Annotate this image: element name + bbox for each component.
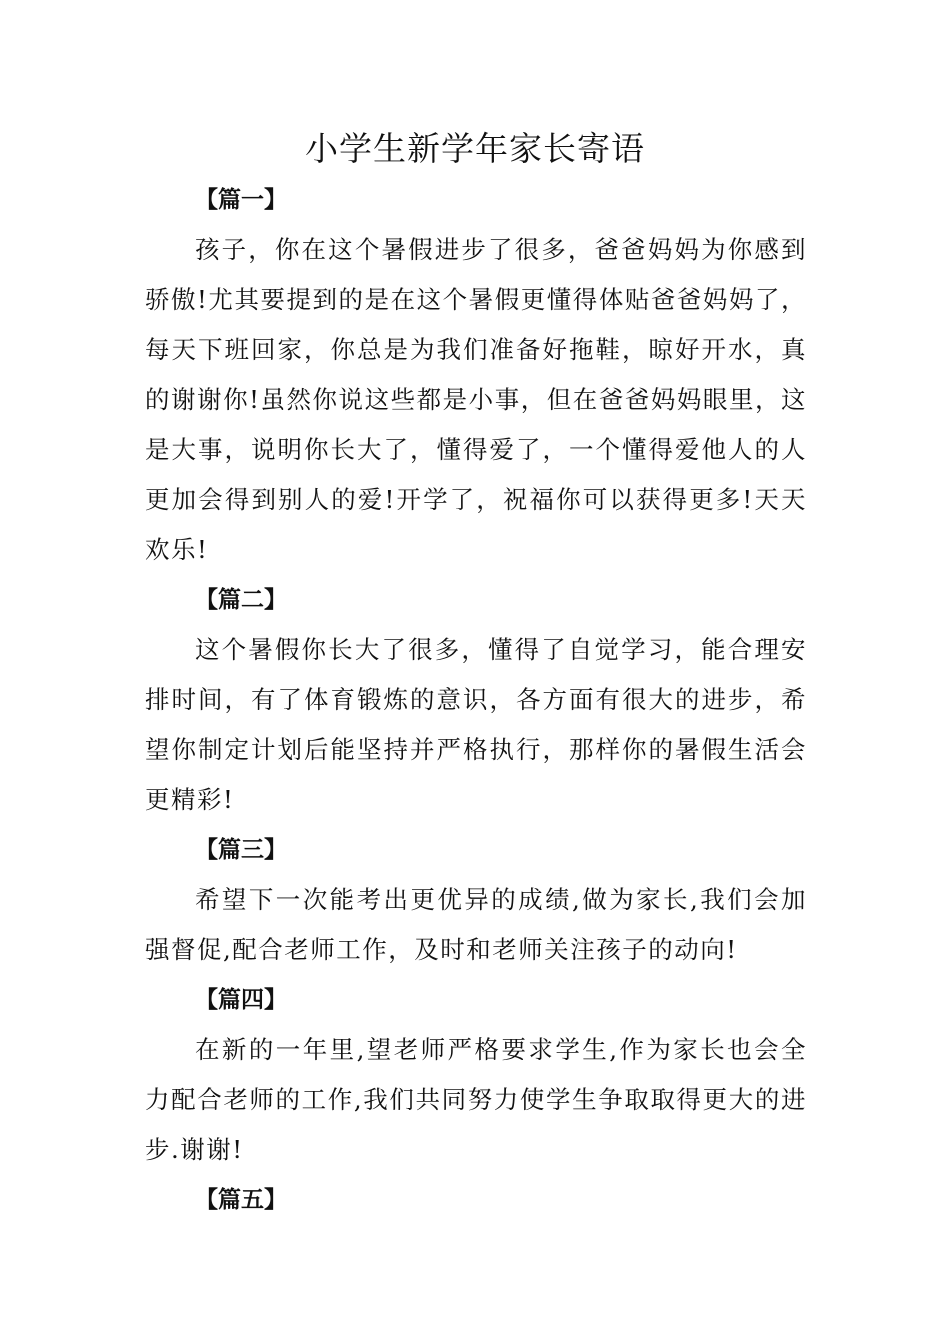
section-heading-5: 【篇五】 bbox=[195, 1186, 287, 1213]
section-paragraph-1: 孩子，你在这个暑假进步了很多，爸爸妈妈为你感到骄傲!尤其要提到的是在这个暑假更懂得体贴爸爸妈妈了，每天下班回家，你总是为我们准备好拖鞋，晾好开水，真的谢谢你!虽然你说这些都是小事，但在爸爸妈妈眼里，这是大事，说明你长大了，懂得爱了，一个懂得爱他人的人更加会得到别人的爱!开学了，祝福你可以获得更多!天天欢乐! bbox=[145, 235, 807, 564]
section-heading-4: 【篇四】 bbox=[195, 986, 287, 1013]
document-title: 小学生新学年家长寄语 bbox=[305, 129, 645, 168]
section-paragraph-3: 希望下一次能考出更优异的成绩,做为家长,我们会加强督促,配合老师工作，及时和老师关注孩子的动向! bbox=[145, 885, 807, 964]
document-body bbox=[145, 175, 807, 1225]
section-heading-1: 【篇一】 bbox=[195, 186, 287, 213]
section-paragraph-4: 在新的一年里,望老师严格要求学生,作为家长也会全力配合老师的工作,我们共同努力使学生争取取得更大的进步.谢谢! bbox=[145, 1035, 807, 1164]
section-heading-3: 【篇三】 bbox=[195, 836, 287, 863]
section-heading-2: 【篇二】 bbox=[195, 586, 287, 613]
section-paragraph-2: 这个暑假你长大了很多，懂得了自觉学习，能合理安排时间，有了体育锻炼的意识，各方面有很大的进步，希望你制定计划后能坚持并严格执行，那样你的暑假生活会更精彩! bbox=[145, 635, 807, 814]
